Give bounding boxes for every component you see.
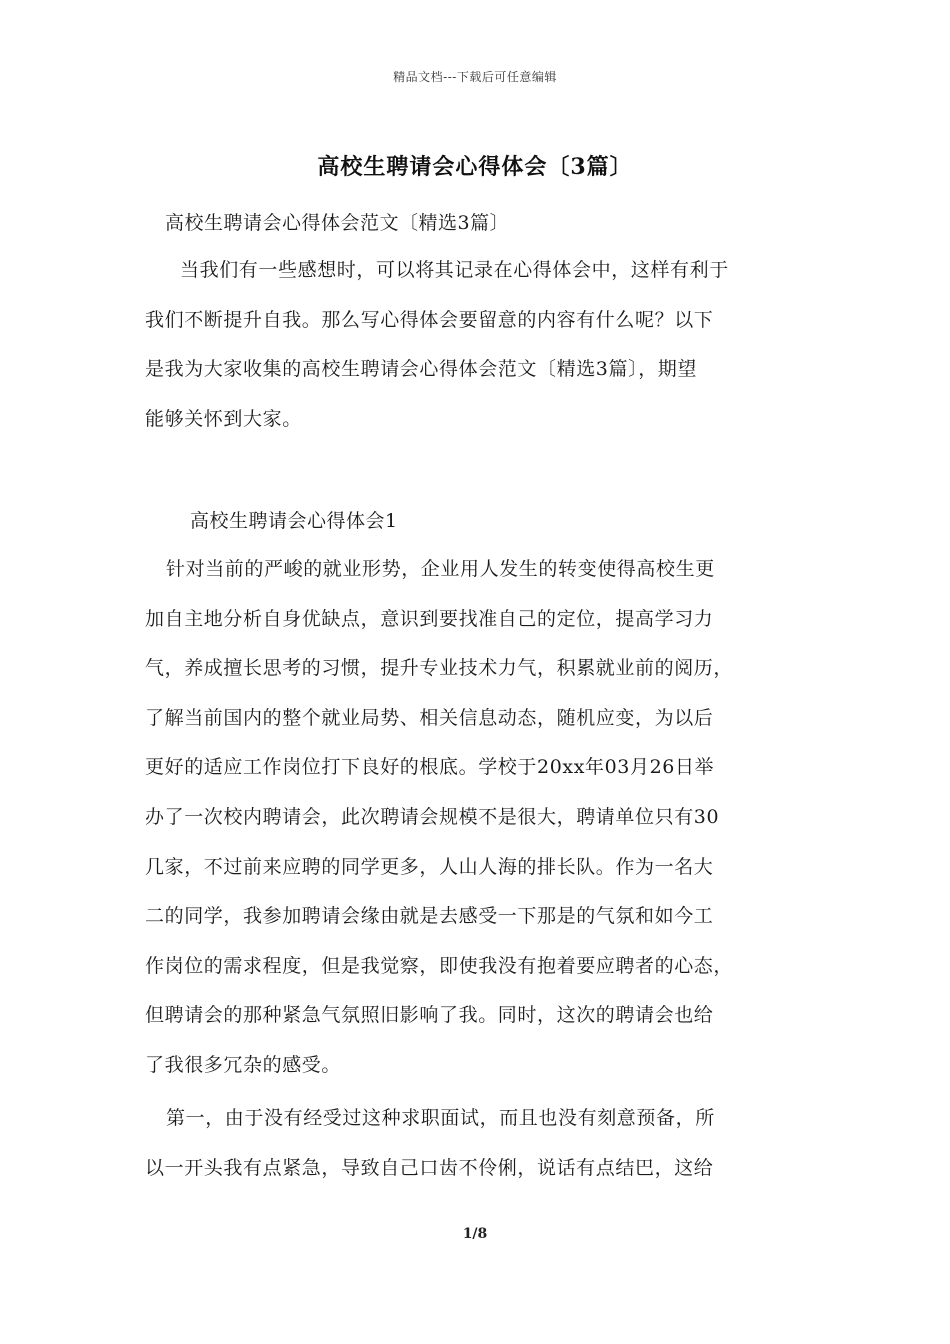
section-heading: 高校生聘请会心得体会1 [190,510,398,532]
document-subtitle: 高校生聘请会心得体会范文〔精选3篇〕 [165,212,510,234]
second-paragraph [145,1094,815,1193]
paragraph-line: 能够关怀到大家。 [145,407,302,430]
paragraph-line: 我们不断提升自我。那么写心得体会要留意的内容有什么呢？以下 [145,308,714,331]
paragraph-line: 了解当前国内的整个就业局势、相关信息动态，随机应变，为以后 [145,706,714,729]
paragraph-line: 但聘请会的那种紧急气氛照旧影响了我。同时，这次的聘请会也给 [145,1004,714,1027]
paragraph-line: 当我们有一些感想时，可以将其记录在心得体会中，这样有利于 [180,259,729,281]
paragraph-line: 气，养成擅长思考的习惯，提升专业技术力气，积累就业前的阅历， [145,657,734,680]
paragraph-line: 二的同学，我参加聘请会缘由就是去感受一下那是的气氛和如今工 [145,905,714,928]
paragraph-line: 以一开头我有点紧急，导致自己口齿不伶俐，说话有点结巴，这给 [145,1156,714,1179]
paragraph-line: 几家，不过前来应聘的同学更多，人山人海的排长队。作为一名大 [145,855,714,878]
paragraph-line: 作岗位的需求程度，但是我觉察，即使我没有抱着要应聘者的心态， [145,954,734,977]
header-note: 精品文档---下载后可任意编辑 [393,70,557,84]
paragraph-line: 更好的适应工作岗位打下良好的根底。学校于20xx年03月26日举 [145,756,715,779]
page-number: 1/8 [462,1226,488,1242]
paragraph-line: 针对当前的严峻的就业形势，企业用人发生的转变使得高校生更 [166,558,715,580]
paragraph-line: 了我很多冗杂的感受。 [145,1053,342,1076]
document-title: 高校生聘请会心得体会〔3篇〕 [317,154,633,180]
paragraph-line: 是我为大家收集的高校生聘请会心得体会范文〔精选3篇〕，期望 [145,358,697,381]
paragraph-line: 加自主地分析自身优缺点，意识到要找准自己的定位，提高学习力 [145,607,714,630]
body-paragraph [145,545,815,1091]
paragraph-line: 办了一次校内聘请会，此次聘请会规模不是很大，聘请单位只有30 [145,805,720,828]
paragraph-line: 第一，由于没有经受过这种求职面试，而且也没有刻意预备，所 [166,1107,715,1129]
intro-paragraph [145,246,815,444]
